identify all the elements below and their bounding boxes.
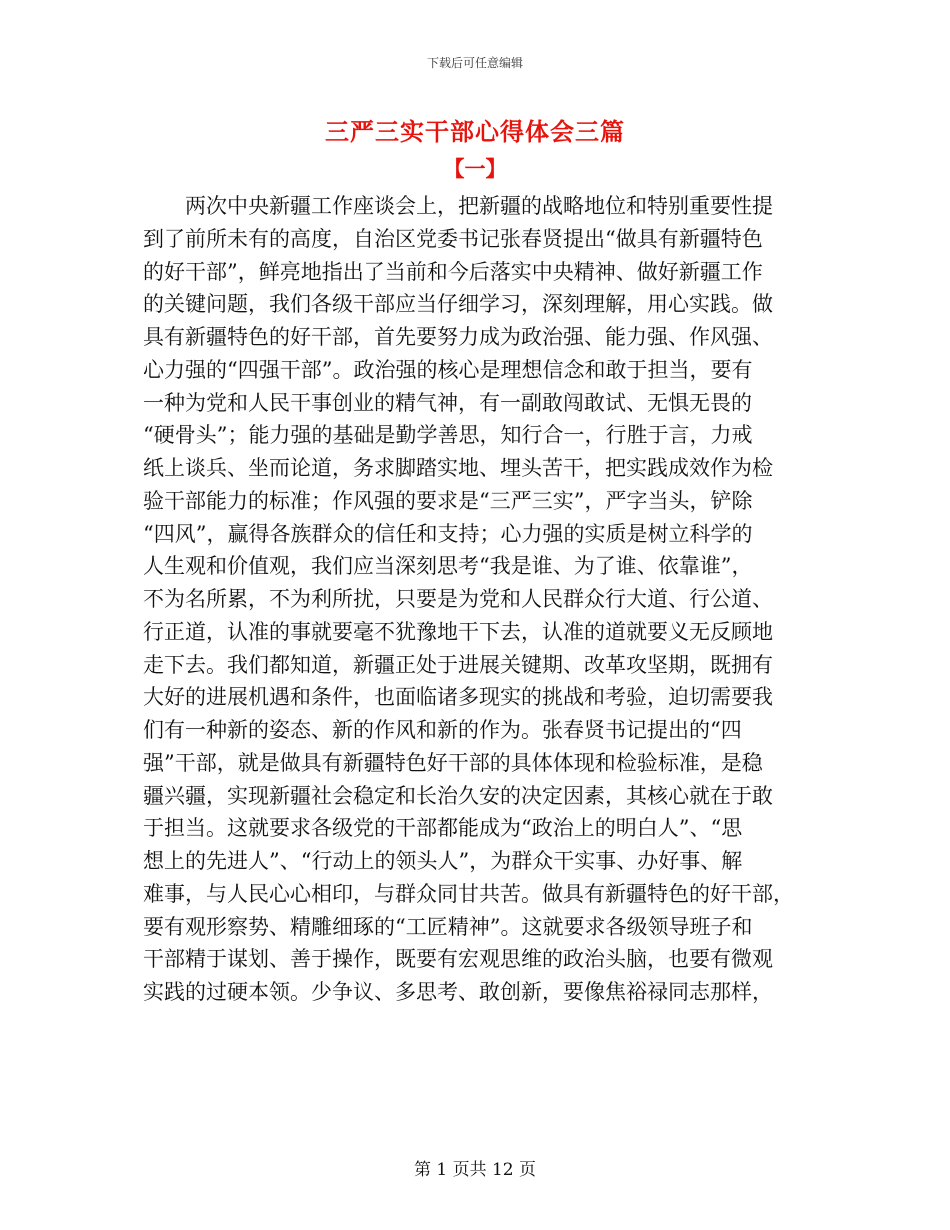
text-line: 想上的先进人”、“行动上的领头人”，为群众干实事、办好事、解 (143, 849, 743, 873)
text-line: 到了前所未有的高度，自治区党委书记张春贤提出“做具有新疆特色 (143, 226, 763, 251)
text-line: “硬骨头”；能力强的基础是勤学善思，知行合一，行胜于言，力戒 (143, 423, 753, 448)
page-indicator: 第 1 页共 12 页 (413, 1160, 537, 1180)
text-line: 疆兴疆，实现新疆社会稳定和长治久安的决定因素，其核心就在于敢 (143, 783, 773, 808)
document-title: 三严三实干部心得体会三篇 (325, 117, 625, 146)
text-line: 一种为党和人民干事创业的精气神，有一副敢闯敢试、无惧无畏的 (143, 390, 752, 415)
section-label: 【一】 (443, 156, 507, 181)
text-line: 实践的过硬本领。少争议、多思考、敢创新，要像焦裕禄同志那样， (143, 980, 773, 1004)
text-line: 不为名所累，不为利所扰，只要是为党和人民群众行大道、行公道、 (143, 587, 773, 611)
text-line: 要有观形察势、精雕细琢的“工匠精神”。这就要求各级领导班子和 (143, 914, 753, 939)
text-line: 人生观和价值观，我们应当深刻思考“我是谁、为了谁、依靠谁”， (143, 554, 753, 579)
text-line: 行正道，认准的事就要毫不犹豫地干下去，认准的道就要义无反顾地 (143, 619, 773, 644)
text-line: 验干部能力的标准；作风强的要求是“三严三实”，严字当头，铲除 (143, 488, 753, 513)
text-line: 大好的进展机遇和条件，也面临诸多现实的挑战和考验，迫切需要我 (143, 685, 773, 710)
header-note: 下载后可任意编辑 (426, 56, 523, 70)
text-line: 的好干部”，鲜亮地指出了当前和今后落实中央精神、做好新疆工作 (143, 259, 763, 284)
text-line: 心力强的“四强干部”。政治强的核心是理想信念和敢于担当，要有 (143, 357, 753, 382)
text-line: 两次中央新疆工作座谈会上，把新疆的战略地位和特别重要性提 (185, 194, 773, 218)
text-line: 于担当。这就要求各级党的干部都能成为“政治上的明白人”、“思 (143, 816, 743, 841)
text-line: 强”干部，就是做具有新疆特色好干部的具体体现和检验标准，是稳 (143, 750, 763, 775)
text-line: “四风”，赢得各族群众的信任和支持；心力强的实质是树立科学的 (143, 521, 753, 546)
text-line: 的关键问题，我们各级干部应当仔细学习，深刻理解，用心实践。做 (143, 292, 773, 317)
text-line: 走下去。我们都知道，新疆正处于进展关键期、改革攻坚期，既拥有 (143, 652, 773, 677)
body-paragraph (143, 190, 807, 1009)
text-line: 纸上谈兵、坐而论道，务求脚踏实地、埋头苦干，把实践成效作为检 (143, 456, 773, 480)
text-line: 难事，与人民心心相印，与群众同甘共苦。做具有新疆特色的好干部， (143, 881, 794, 906)
text-line: 具有新疆特色的好干部，首先要努力成为政治强、能力强、作风强、 (143, 325, 773, 349)
text-line: 们有一种新的姿态、新的作风和新的作为。张春贤书记提出的“四 (143, 718, 742, 742)
text-line: 干部精于谋划、善于操作，既要有宏观思维的政治头脑，也要有微观 (143, 947, 773, 972)
